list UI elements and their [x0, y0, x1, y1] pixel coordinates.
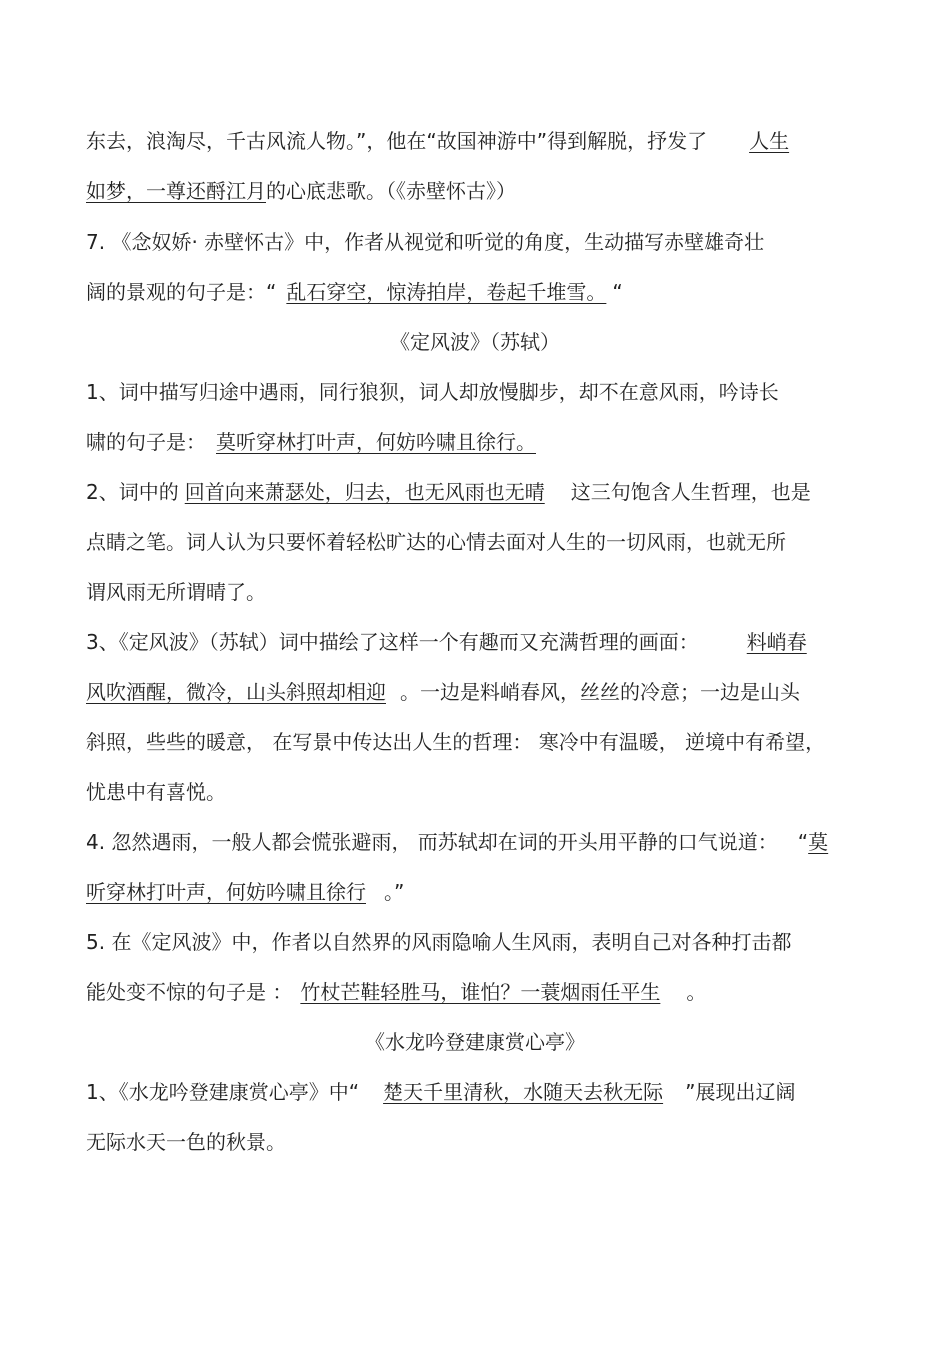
text-segment: 忧患中有喜悦。	[86, 780, 226, 804]
text-line	[86, 1129, 870, 1155]
text-segment: 东去，浪淘尽，千古风流人物。”，他在“故国神游中”得到解脱，抒发了	[86, 129, 708, 153]
text-segment: 1、《水龙吟登建康赏心亭》中“	[86, 1080, 360, 1104]
section-heading	[0, 329, 950, 355]
text-segment: 啸的句子是：	[86, 430, 206, 454]
answer-underlined: 乱石穿空，惊涛拍岸，卷起千堆雪。	[286, 280, 607, 304]
section-heading	[0, 1029, 950, 1055]
text-segment: 的心底悲歌。（《赤壁怀古》）	[266, 179, 516, 203]
answer-underlined: 回首向来萧瑟处，归去，也无风雨也无晴	[184, 480, 545, 504]
text-line	[86, 579, 870, 605]
text-segment: “	[797, 830, 809, 854]
text-segment: 。	[686, 980, 707, 1004]
text-segment: 5. 在《定风波》中，作者以自然界的风雨隐喻人生风雨，表明自己对各种打击都	[86, 930, 792, 954]
text-line	[86, 178, 870, 204]
text-line	[86, 929, 870, 955]
text-line	[86, 729, 870, 755]
answer-underlined: 竹杖芒鞋轻胜马，谁怕？一蓑烟雨任平生	[300, 980, 661, 1004]
text-segment: 7. 《念奴娇· 赤壁怀古》中，作者从视觉和听觉的角度，生动描写赤壁雄奇壮	[86, 230, 765, 254]
answer-underlined: 莫听穿林打叶声，何妨吟啸且徐行。	[216, 430, 536, 454]
text-line	[86, 279, 870, 305]
text-segment: 无际水天一色的秋景。	[86, 1130, 286, 1154]
text-segment: 。”	[384, 880, 405, 904]
text-line	[86, 479, 870, 505]
text-line	[86, 379, 870, 405]
answer-underlined: 人生	[749, 129, 790, 153]
heading-text: 《水龙吟登建康赏心亭》	[365, 1030, 585, 1054]
text-line	[86, 529, 870, 555]
answer-underlined: 楚天千里清秋，水随天去秋无际	[383, 1080, 664, 1104]
text-segment: “	[612, 280, 623, 304]
text-line	[86, 779, 870, 805]
text-segment: 2、词中的	[86, 480, 179, 504]
text-segment: 这三句饱含人生哲理，也是	[570, 480, 811, 504]
text-segment: ”展现出辽阔	[685, 1080, 796, 1104]
answer-underlined: 如梦，一尊还酹江月	[86, 179, 266, 203]
text-line	[86, 629, 870, 655]
answer-underlined: 料峭春	[746, 630, 807, 654]
text-line	[86, 229, 870, 255]
text-line	[86, 429, 870, 455]
text-segment: 3、《定风波》（苏轼）词中描绘了这样一个有趣而又充满哲理的画面：	[86, 630, 699, 654]
answer-underlined: 莫	[808, 830, 829, 854]
text-line	[86, 1079, 870, 1105]
text-line	[86, 879, 870, 905]
text-line	[86, 128, 870, 154]
text-segment: 4. 忽然遇雨，一般人都会慌张避雨， 而苏轼却在词的开头用平静的口气说道：	[86, 830, 778, 854]
text-segment: 1、词中描写归途中遇雨，同行狼狈，词人却放慢脚步，却不在意风雨，吟诗长	[86, 380, 779, 404]
text-line	[86, 979, 870, 1005]
answer-underlined: 风吹酒醒，微冷，山头斜照却相迎	[86, 680, 386, 704]
text-segment: 点睛之笔。词人认为只要怀着轻松旷达的心情去面对人生的一切风雨，也就无所	[86, 530, 786, 554]
answer-underlined: 听穿林打叶声，何妨吟啸且徐行	[86, 880, 366, 904]
text-segment: 阔的景观的句子是：“	[86, 280, 277, 304]
text-line	[86, 829, 870, 855]
text-line	[86, 679, 870, 705]
text-segment: 能处变不惊的句子是 ：	[86, 980, 293, 1004]
heading-text: 《定风波》（苏轼）	[390, 330, 560, 354]
text-segment: 谓风雨无所谓晴了。	[86, 580, 266, 604]
text-segment: 斜照，些些的暖意， 在写景中传达出人生的哲理： 寒冷中有温暖， 逆境中有希望，	[86, 730, 826, 754]
text-segment: 。一边是料峭春风，丝丝的冷意；一边是山头	[400, 680, 800, 704]
